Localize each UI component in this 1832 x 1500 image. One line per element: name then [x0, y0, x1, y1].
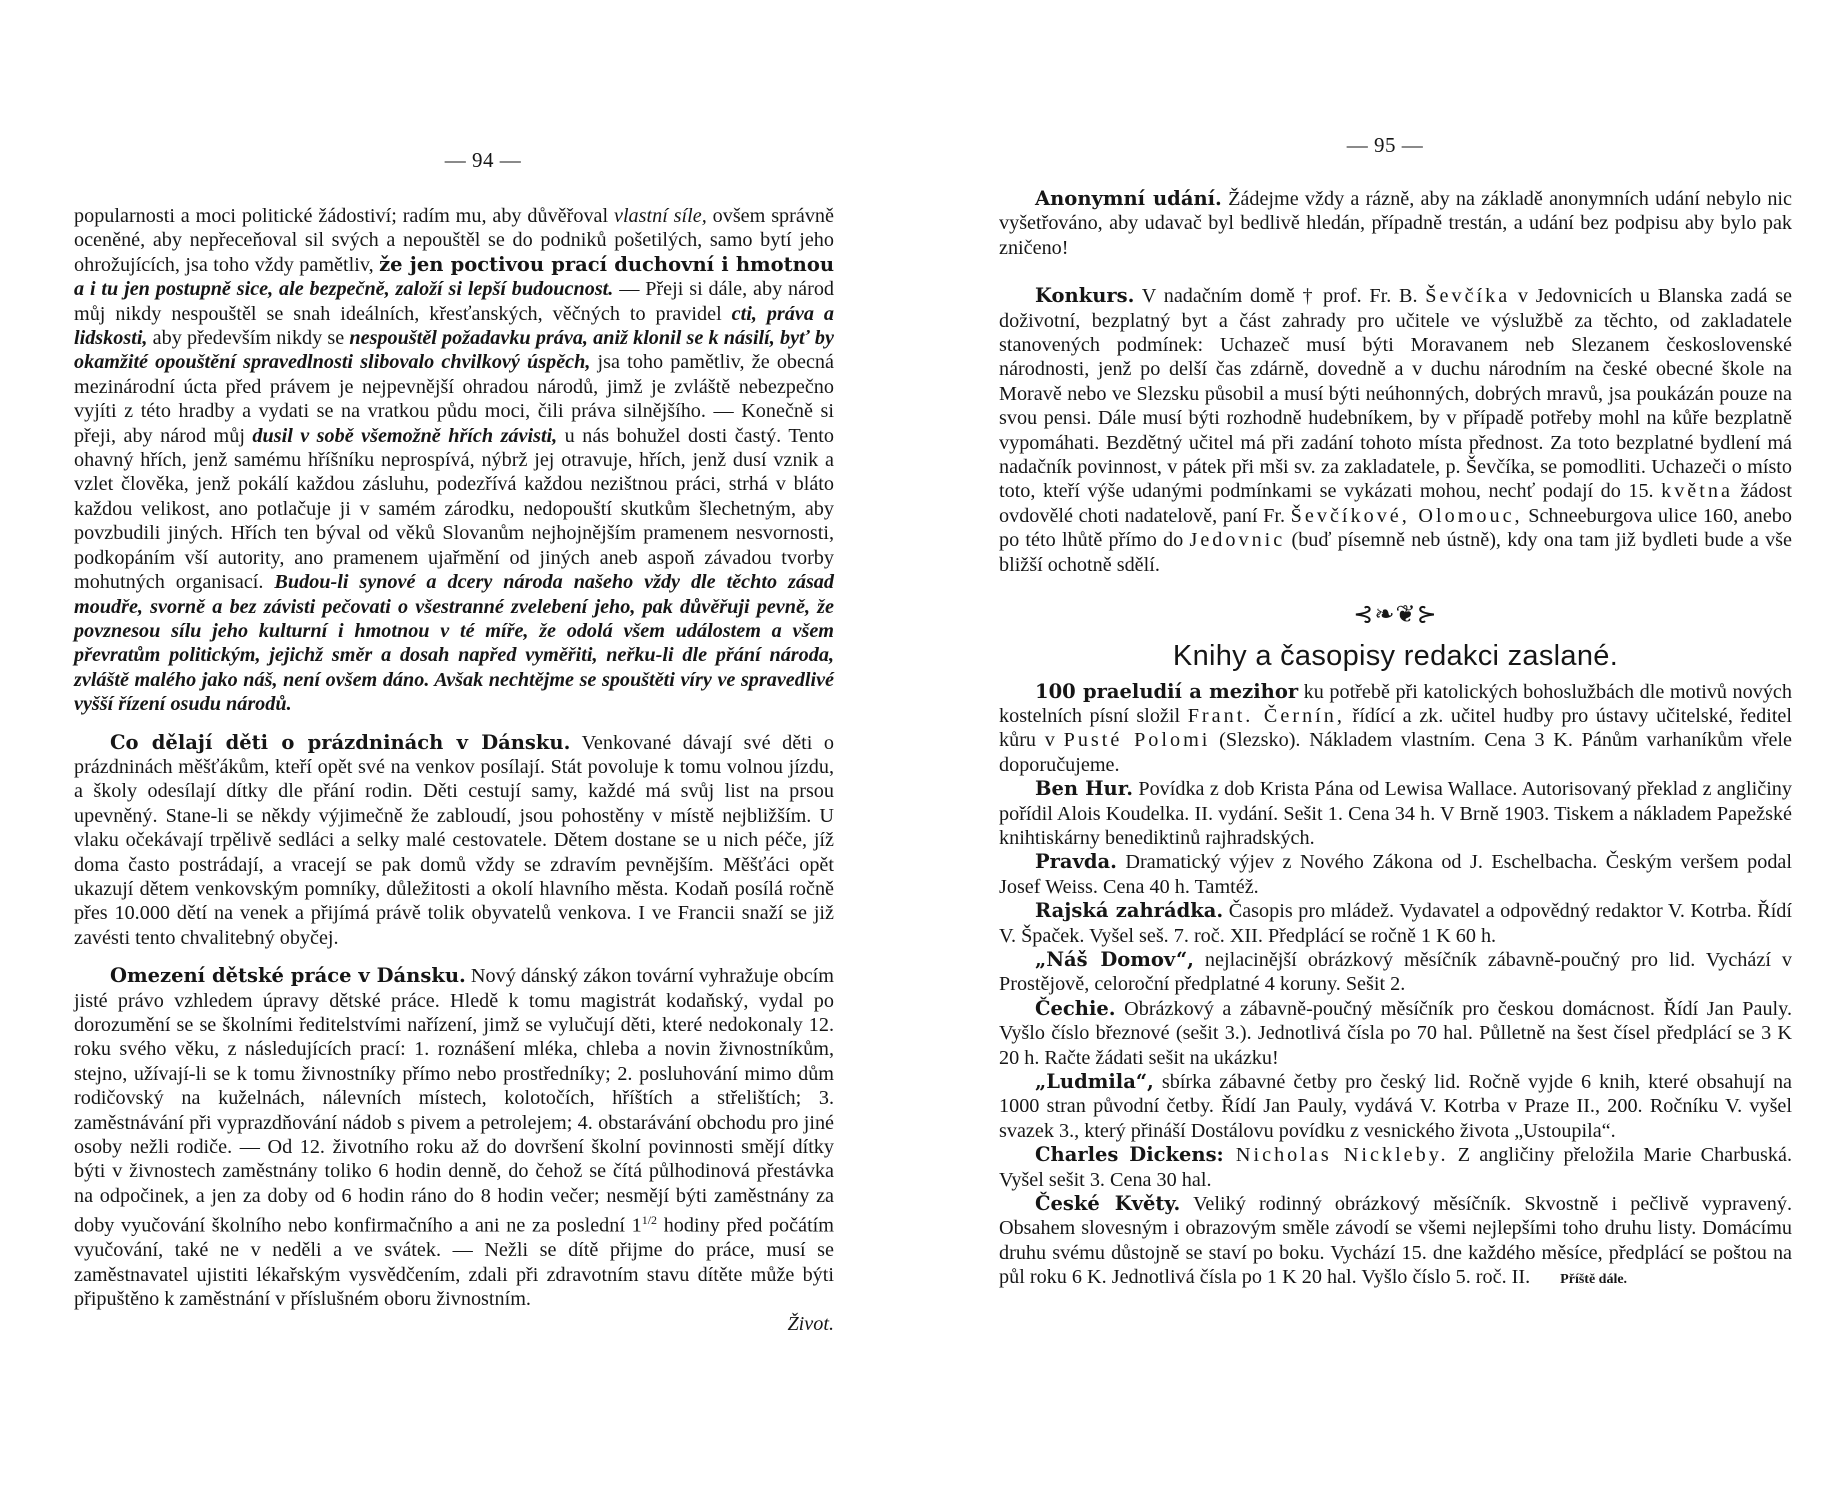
text-run: jsa toho pamětliv, že obecná mezinárodní úcta před právem je nejpevnější ohradou národů, jimž je zvláště nebezpečno vyjíti z této hradby a vydati se na vratkou půdu moci, čili práva silnějšího. — Konečně si přeji, aby národ můj — [74, 351, 834, 447]
book-title: Čechie. — [1035, 996, 1116, 1020]
spaced-name: Ševčíkové, Olomouc, — [1290, 504, 1523, 527]
section-denmark-children — [74, 731, 834, 951]
section-body: Venkované dávají své děti o prázdninách měšťákům, kteří opět své na venkov posílají. Stát povoluje k tomu volnou jízdu, a školy odesílají dítky dle přání rodin. Děti cestují samy, každé má svůj list na prsou upevněný. Stane-li se někdy výjimečně že zabloudí, jsou pohostěny v místě nejbližším. U vlaku očekávají trpělivě sedláci a selky malé cestovatele. Dětem dostane se u nich péče, jíž doma často postrádají, a vracejí se pak domů vždy se zdravím pevnějším. Měšťáci opět ukazují dětem venkovským pomníky, důležitosti a okolí hlavního města. Kodaň posílá ročně přes 10.000 dětí na venek a přijímá právě tolik obyvatelů venkova. I ve Francii snaží se již zavésti tento chvalitebný obyčej. — [74, 731, 834, 949]
italic-run: cti, práva a lidskosti, — [74, 302, 834, 350]
section-body: hodiny před počátím vyučování, také ne v neděli a ve svátek. — Nežli se dítě přijme do práce, musí se zaměstnavatel ujistiti lékařským vysvědčením, zdali při zdravotním stavu dítěte může býti připuštěno k zaměstnání v příslušném oboru živnostním. — [74, 1214, 834, 1311]
books-section-title: Knihy a časopisy redakci zaslané. — [1172, 639, 1619, 672]
book-entry — [999, 850, 1792, 899]
book-title: České Květy. — [1035, 1192, 1181, 1216]
section-heading: Co dělají děti o prázdninách v Dánsku. — [110, 730, 571, 754]
spaced-name: Jedovnic — [1189, 529, 1286, 552]
page-number-left: — 94 — — [444, 148, 522, 172]
book-entry — [999, 899, 1792, 948]
text-run: — Přeji si dále, aby národ můj nikdy nespouštěl se snah ideálních, křesťanských, věčných to pravidel — [74, 278, 835, 325]
book-title: „Ludmila“, — [1035, 1070, 1154, 1093]
italic-run: dusil v sobě všemožně hřích závisti, — [252, 424, 558, 447]
text-run: (buď písemně neb ústně), kdy ona tam již bydleti bude a vše bližší ochotně sdělí. — [999, 529, 1793, 576]
text-run: Schneeburgova ulice 160, anebo po této lhůtě přímo do — [999, 504, 1792, 552]
right-column-text — [999, 187, 1792, 1293]
book-description: nejlacinější obrázkový měsíčník zábavně-poučný pro lid. Vychází v Prostějově, celoroční předplatné 4 koruny. Sešit 2. — [999, 948, 1792, 996]
section-body: Nový dánský zákon tovární vyhražuje obcím jisté právo vzhledem úpravy dětské práce. Hledě k tomu magistrát kodaňský, vydal po dorozumění se se školními ředitelstvími nařízení, jimž se vylučují děti, které nedokonaly 12. roku svého věku, z následujících prací: 1. roznášení mléka, chleba a novin živnostníkům, stejno, užívají-li se k tomu živnostníky přímo nebo prostředníky; 2. posluhování mimo dům rodičovský na kuželnách, nálevních místech, kolotočích, hříštích a střelištích; 3. zaměstnávání při vyprazdňování nádob s pivem a petrolejem; 4. obstarávání obchodu pro jiné osoby nežli rodiče. — Od 12. životního roku až do dovršení školní povinnosti smějí dítky býti v živnostech zaměstnány toliko 6 hodin denně, do čehož se čítá půlhodinová přestávka na odpočinek, a jen za doby od 6 hodin ráno do 8 hodin večer; nesmějí býti zaměstnány za doby vyučování školního nebo konfirmačního a ani ne za poslední 1 — [74, 965, 834, 1237]
spaced-name: Pusté Polomi — [1063, 729, 1211, 752]
italic-run: nespouštěl požadavku práva, aniž klonil se k násilí, byť by okamžité opouštění spravedlnosti slibovalo chvilkový úspěch, — [74, 327, 834, 374]
section-anonymous-reports — [999, 187, 1792, 260]
spacer — [999, 260, 1792, 284]
right-page — [910, 0, 1832, 1500]
text-run: ku potřebě při katolických bohoslužbách dle motivů nových kostelních písní složil — [999, 680, 1792, 727]
spaced-name: května — [1661, 480, 1733, 503]
text-run: V nadačním domě † prof. Fr. B. — [1134, 285, 1426, 308]
italic-run: a i tu jen postupně sice, ale bezpečně, založí si lepší budoucnost. — [74, 278, 614, 301]
book-entry — [999, 997, 1792, 1070]
italic-run: vlastní síle, — [613, 205, 707, 227]
section-heading: Konkurs. — [1035, 284, 1135, 308]
spacer — [74, 950, 834, 964]
section-denmark-child-labor — [74, 964, 834, 1311]
section-body: Žádejme vždy a rázně, aby na základě anonymních udání nebylo nic vyšetřováno, aby udavač byl bedlivě hledán, případně trestán, a udání bez podpisu aby bylo pak zničeno! — [999, 188, 1793, 259]
spaced-name: Nicholas Nickleby. — [1223, 1144, 1449, 1167]
book-title: Rajská zahrádka. — [1035, 899, 1224, 923]
spaced-name: Frant. Černín, — [1187, 704, 1345, 727]
text-run: (Slezsko). Nákladem vlastním. Cena 3 K. Pánům varhaníkům vřele doporučujeme. — [999, 729, 1792, 776]
fraction: 1/2 — [641, 1213, 658, 1228]
book-title: Charles Dickens: — [1035, 1143, 1224, 1167]
book-description: Veliký rodinný obrázkový měsíčník. Skvostně i pečlivě vypravený. Obsahem slovesným i obrazovým směle závodí se všemi nejlepšími toho druhu listy. Domácímu druhu svému důstojně se staví po boku. Vychází 15. dne každého měsíce, předplácí se poštou na půl roku 6 K. Jednotlivá čísla po 1 K 20 hal. Vyšlo číslo 5. roč. II. — [999, 1193, 1792, 1289]
spaced-name: Ševčíka — [1425, 285, 1511, 308]
spacer — [74, 717, 834, 731]
book-title: 100 praeludií a mezihor — [1035, 679, 1299, 703]
text-run: řídící a zk. učitel hudby pro ústavy učitelské, ředitel kůru v — [999, 704, 1792, 752]
book-description: Dramatický výjev z Nového Zákona od J. Eschelbacha. Českým veršem podal Josef Weiss. Cena 40 h. Tamtéž. — [999, 851, 1792, 898]
page-number-right: — 95 — — [1346, 133, 1424, 157]
section-konkurs — [999, 284, 1792, 577]
book-description: Povídka z dob Krista Pána od Lewisa Wallace. Autorisovaný překlad z angličiny pořídil Alois Koudelka. II. vydání. Sešit 1. Cena 34 h. V Brně 1903. Tiskem a nákladem Papežské knihtiskárny benediktinů rajhradských. — [999, 778, 1792, 849]
text-run: aby především nikdy se — [147, 327, 350, 350]
book-entry — [999, 777, 1792, 850]
left-column-text — [74, 204, 834, 1336]
text-run: v Jedovnicích u Blanska zadá se doživotní, bezplatný byt a část zahrady pro učitele ve výslužbě za těchto, od zakladatele stanovených podmínek: Uchazeč musí býti Moravanem neb Slezanem československé národnosti, jenž po delší čas zdárně, dovedně a v duchu národním na české obecné škole na Moravě nebo ve Slezsku působil a musí býti neúhonných, dobrých mravů, jsa poukázán pouze na svou pensi. Dále musí býti rozhodně hudebníkem, by v případě potřeby mohl na kůře bezplatně vypomáhati. Bezdětný učitel má při zadání tohoto místa přednost. Za toto bezplatné bydlení má nadačník povinnost, v pátek při mši sv. za zakladatele, p. Ševčíka, se pomodliti. Uchazeči o místo toto, kteří výše udanými podmínkami se vykázati mohou, nechť podají do 15. — [999, 285, 1792, 503]
book-title: Ben Hur. — [1035, 777, 1134, 801]
left-page — [0, 0, 910, 1500]
italic-run: Budou-li synové a dcery národa našeho vždy dle těchto zásad moudře, svorně a bez závisti pečovati o všestranné zvelebení jeho, pak důvěřuji pevně, že povznesou sílu jeho kulturní i hmotnou v té míře, že odolá všem událostem a všem převratům politickým, jejichž směr a dosah napřed vyměřiti, neřku-li dle přání národa, zvláště malého jako náš, není ovšem dáno. Avšak nechtějme se spouštěti víry ve spravedlivé vyšší řízení osudu národů. — [74, 571, 834, 716]
ornament-divider: ⊰❧❦⊱ — [1353, 602, 1438, 629]
book-title: „Náš Domov“, — [1035, 947, 1194, 971]
book-entry — [999, 948, 1792, 997]
book-entry — [999, 680, 1792, 778]
book-title: Pravda. — [1035, 850, 1117, 874]
left-paragraph-1 — [74, 204, 834, 717]
bold-run: že jen poctivou prací duchovní i hmotnou — [379, 252, 835, 276]
book-description: Z angličiny přeložila Marie Charbuská. Vyšel sešit 3. Cena 30 hal. — [999, 1144, 1792, 1191]
book-entry — [999, 1192, 1792, 1293]
book-description: Obrázkový a zábavně-poučný měsíčník pro českou domácnost. Řídí Jan Pauly. Vyšlo číslo březnové (sešit 3.). Jednotlivá čísla po 70 hal. Půlletně na šest čísel předplácí se 3 K 20 h. Račte žádati sešit na ukázku! — [999, 997, 1792, 1069]
text-run: žádost ovdovělé choti nadatelově, paní Fr. — [999, 480, 1792, 527]
continued-note: Příště dále. — [1560, 1272, 1628, 1288]
section-heading: Omezení dětské práce v Dánsku. — [110, 964, 466, 988]
section-heading: Anonymní udání. — [1035, 187, 1222, 210]
book-entry — [999, 1070, 1792, 1143]
text-run: ovšem správně oceněné, aby nepřeceňoval sil svých a nepouštěl se do podniků pošetilých, samo bytí jeho ohrožujících, jsa toho vždy pamětliv, — [74, 205, 834, 276]
text-run: popularnosti a moci politické žádostiví; radím mu, aby důvěřoval — [74, 205, 614, 227]
book-description: Časopis pro mládež. Vydavatel a odpovědný redaktor V. Kotrba. Řídí V. Špaček. Vyšel seš. 7. roč. XII. Předplácí se ročně 1 K 60 h. — [999, 900, 1793, 947]
text-run: u nás bohužel dosti častý. Tento ohavný hřích, jenž samému hříšníku neprospívá, nýbrž jej otravuje, hřích, jenž dusí vznik a vzlet člověka, jenž pokálí každou zásluhu, podezřívá každou nezištnou práci, strhá v bláto každou velikost, ano potlačuje ji v samém zárodku, nedopouští skutkům šlechetným, aby povzbudili jiných. Hřích ten býval od věků Slovanům nejhojnějším pramenem nesvornosti, podkopáním vší autority, ano pramenem ujařmění od jiných aneb aspoň závadou tvorby mohutných organisací. — [74, 424, 834, 594]
book-entry — [999, 1143, 1792, 1192]
book-description: sbírka zábavné četby pro český lid. Ročně vyjde 6 knih, které obsahují na 1000 stran původní četby. Řídí Jan Pauly, vydává V. Kotrba v Praze II., 200. Ročníku V. vyšel svazek 3., který přináší Dostálovu povídku z vesnického života „Ustoupila“. — [999, 1071, 1792, 1142]
source-signature: Život. — [787, 1312, 834, 1335]
